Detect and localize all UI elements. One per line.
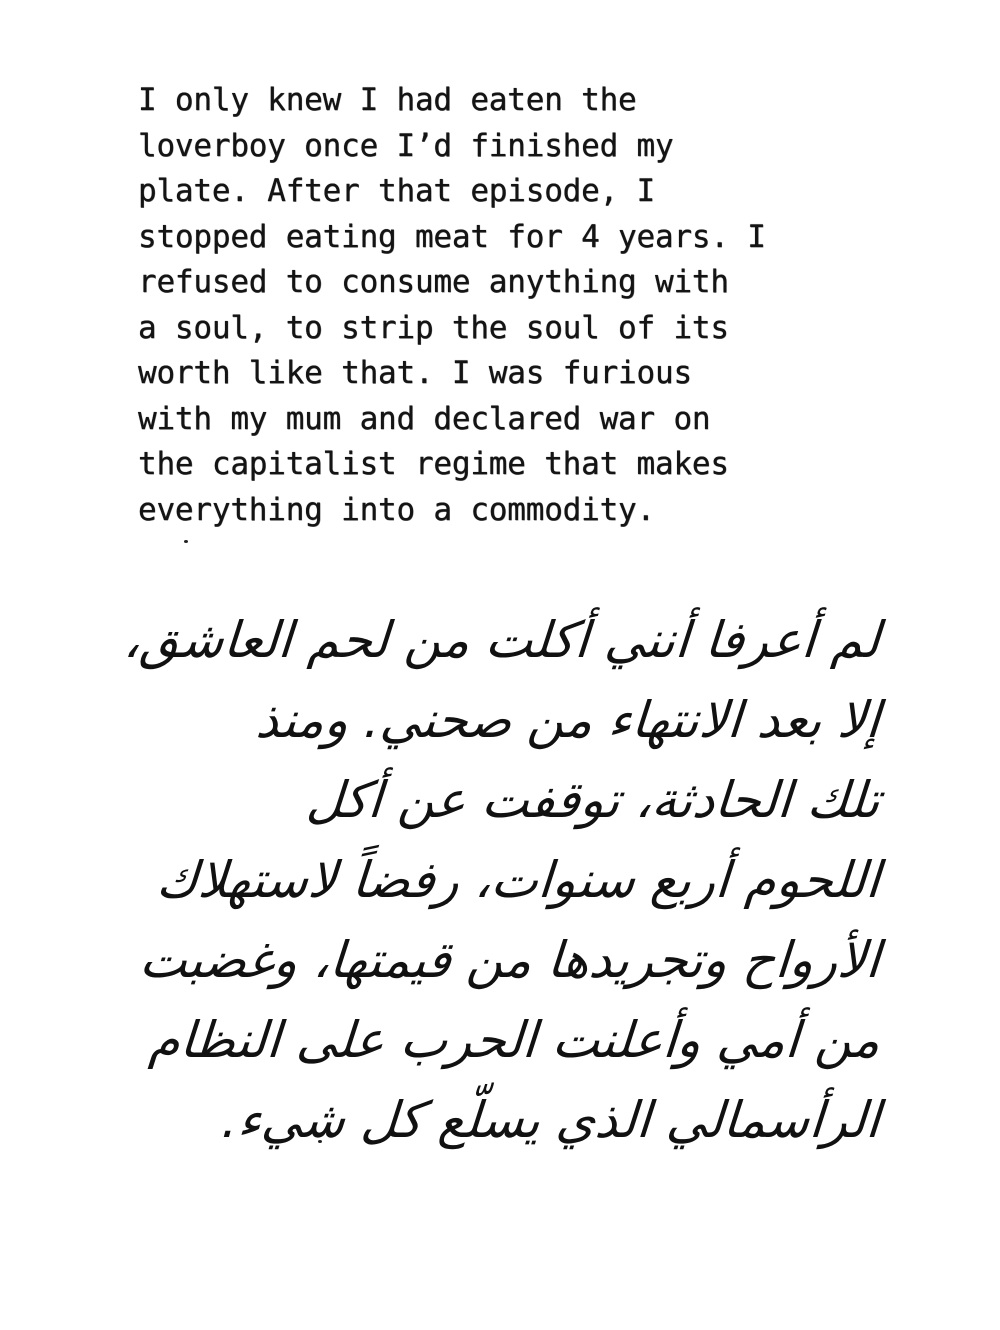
english-line: everything into a commodity. [138,491,655,528]
english-line: refused to consume anything with [138,264,729,300]
english-line: stopped eating meat for 4 years. I [138,218,766,255]
arabic-line: اللحوم أربع سنوات، رفضاً لاستهلاك [154,851,883,909]
english-line: a soul, to strip the soul of its [138,309,729,346]
arabic-line: الرأسمالي الذي يسلّع كل شيء. [220,1091,883,1149]
english-typed-paragraph [138,78,898,533]
english-line: plate. After that episode, I [138,173,655,209]
arabic-line: من أمي وأعلنت الحرب على النظام [147,1011,883,1069]
english-line: with my mum and declared war on [138,400,711,437]
arabic-line: إلا بعد الانتهاء من صحني. ومنذ [254,691,883,749]
arabic-handwritten-paragraph [110,600,883,1160]
english-line: the capitalist regime that makes [138,446,729,482]
english-line: worth like that. I was furious [138,355,692,391]
arabic-line: تلك الحادثة، توقفت عن أكل [304,771,883,829]
ink-speck [184,540,188,543]
english-line: loverboy once I’d finished my [138,127,674,164]
english-line: I only knew I had eaten the [138,82,637,118]
arabic-line: لم أعرفا أنني أكلت من لحم العاشق، [121,611,883,669]
arabic-line: الأرواح وتجريدها من قيمتها، وغضبت [137,931,883,989]
